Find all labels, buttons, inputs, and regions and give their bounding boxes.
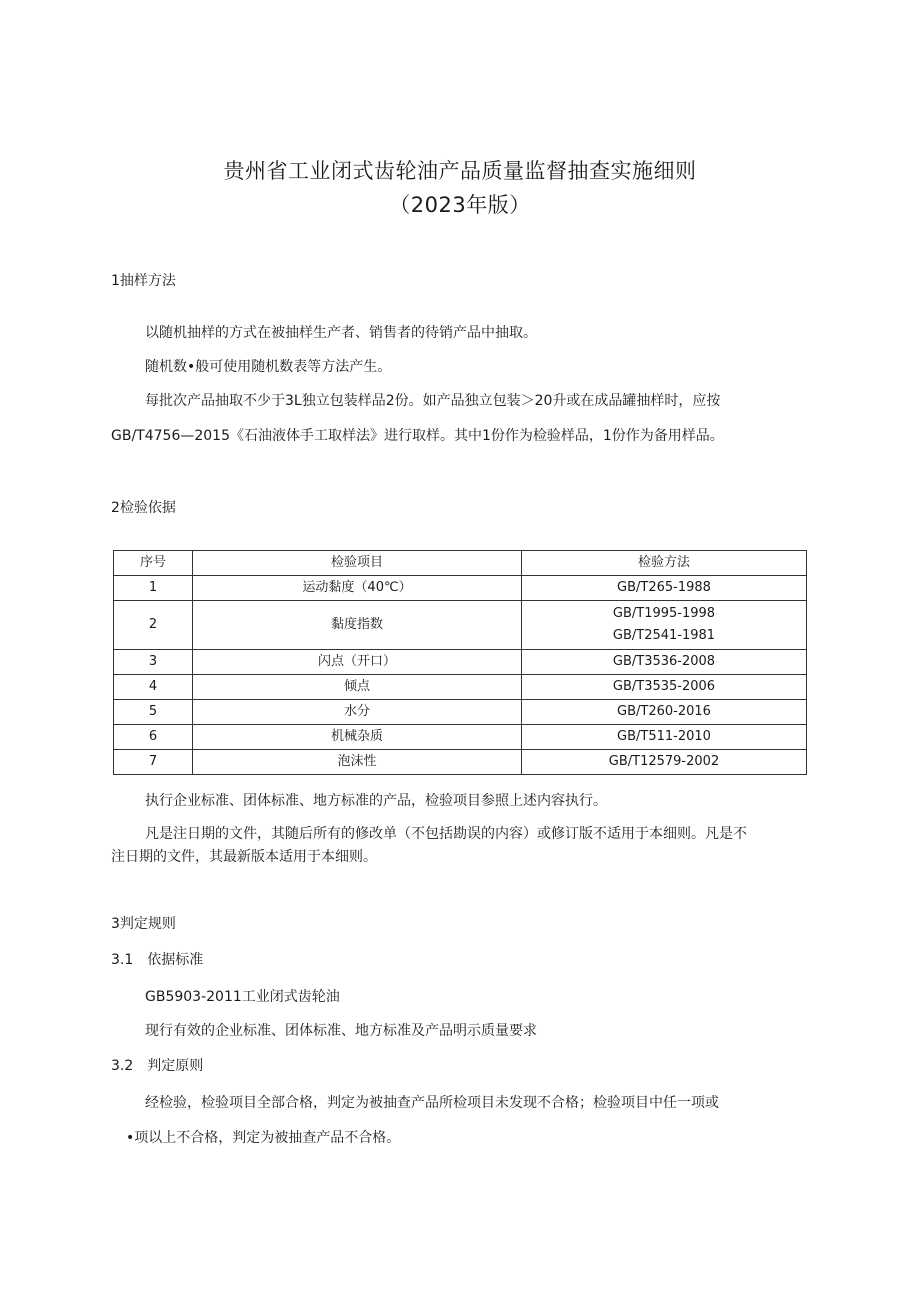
row-item: 水分	[193, 700, 522, 725]
section-1-heading: 1抽样方法	[111, 273, 176, 289]
row-method: GB/T260-2016	[522, 700, 807, 725]
section-3-1-item-1: GB5903-2011工业闭式齿轮油	[145, 989, 340, 1005]
row-no: 5	[114, 700, 193, 725]
document-subtitle: （2023年版）	[389, 193, 531, 217]
section-3-2-heading: 3.2 判定原则	[111, 1058, 204, 1074]
row-no: 7	[114, 750, 193, 775]
table-row	[114, 750, 807, 775]
table-row	[114, 675, 807, 700]
row-method: GB/T3536-2008	[522, 650, 807, 675]
section-3-1-heading: 3.1 依据标准	[111, 952, 204, 968]
section-2-heading: 2检验依据	[111, 500, 176, 516]
row-method	[522, 601, 807, 650]
table-row	[114, 725, 807, 750]
inspection-table	[113, 550, 807, 775]
section-3-2-line-2: •项以上不合格，判定为被抽查产品不合格。	[126, 1130, 401, 1146]
table-row	[114, 601, 807, 650]
section-1-paragraph-1: 以随机抽样的方式在被抽样生产者、销售者的待销产品中抽取。	[145, 325, 537, 341]
table-header-row	[114, 551, 807, 576]
section-1-paragraph-3-line-2: GB/T4756—2015《石油液体手工取样法》进行取样。其中1份作为检验样品，1份作为备用样品。	[111, 428, 724, 444]
table-row	[114, 576, 807, 601]
row-no: 3	[114, 650, 193, 675]
row-method: GB/T12579-2002	[522, 750, 807, 775]
row-no: 1	[114, 576, 193, 601]
table-row	[114, 650, 807, 675]
row-no: 2	[114, 601, 193, 650]
row-no: 4	[114, 675, 193, 700]
section-2-note-2-line-2: 注日期的文件，其最新版本适用于本细则。	[111, 849, 377, 865]
table-row	[114, 700, 807, 725]
row-method: GB/T511-2010	[522, 725, 807, 750]
method-line: GB/T2541-1981	[612, 628, 716, 643]
section-2-note-2-line-1: 凡是注日期的文件，其随后所有的修改单（不包括勘误的内容）或修订版不适用于本细则。凡是不	[145, 826, 747, 842]
row-method: GB/T3535-2006	[522, 675, 807, 700]
document-title: 贵州省工业闭式齿轮油产品质量监督抽查实施细则	[223, 159, 697, 183]
header-method: 检验方法	[522, 551, 807, 576]
row-item: 黏度指数	[193, 601, 522, 650]
section-3-1-item-2: 现行有效的企业标准、团体标准、地方标准及产品明示质量要求	[145, 1023, 537, 1039]
row-item: 运动黏度（40℃）	[193, 576, 522, 601]
header-no: 序号	[114, 551, 193, 576]
header-item: 检验项目	[193, 551, 522, 576]
method-line: GB/T1995-1998	[612, 606, 716, 621]
section-1-paragraph-2: 随机数•般可使用随机数表等方法产生。	[145, 359, 392, 375]
section-3-heading: 3判定规则	[111, 916, 176, 932]
row-no: 6	[114, 725, 193, 750]
row-method: GB/T265-1988	[522, 576, 807, 601]
section-1-paragraph-3-line-1: 每批次产品抽取不少于3L独立包装样品2份。如产品独立包装＞20升或在成品罐抽样时，应按	[145, 393, 721, 409]
row-item: 闪点（开口）	[193, 650, 522, 675]
row-item: 泡沫性	[193, 750, 522, 775]
section-3-2-line-1: 经检验，检验项目全部合格，判定为被抽查产品所检项目未发现不合格；检验项目中任一项或	[145, 1095, 719, 1111]
section-2-note-1: 执行企业标准、团体标准、地方标准的产品，检验项目参照上述内容执行。	[145, 793, 607, 809]
row-item: 倾点	[193, 675, 522, 700]
row-item: 机械杂质	[193, 725, 522, 750]
